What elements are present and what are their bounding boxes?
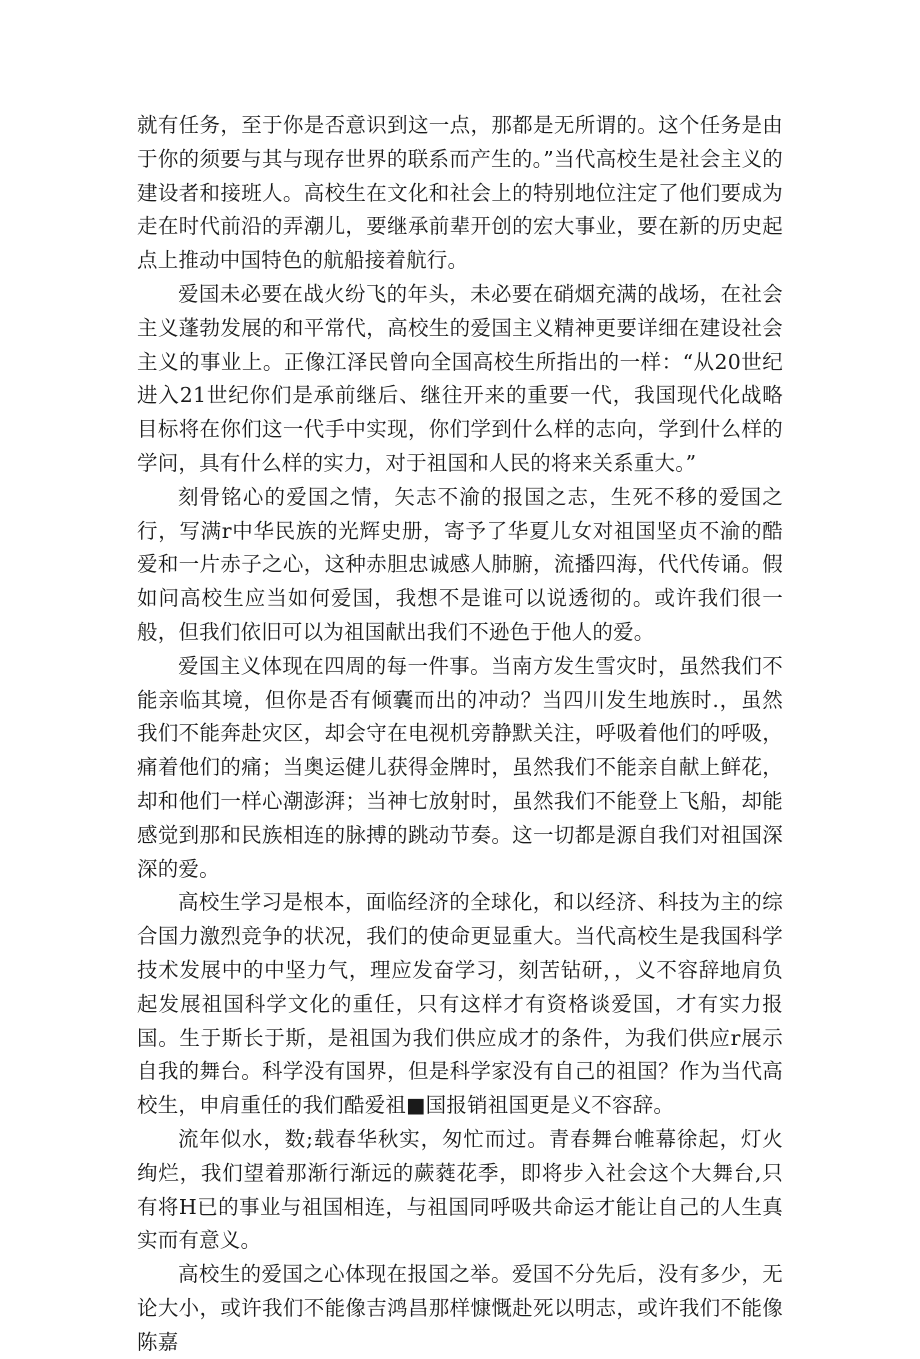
document-body: [137, 109, 783, 1359]
paragraph-5: 高校生学习是根本，面临经济的全球化，和以经济、科技为主的综合国力激烈竞争的状况，我们的使命更显重大。当代高校生是我国科学技术发展中的中坚力气，理应发奋学习，刻苦钻研，，义不容辞地肩负起发展祖国科学文化的重任，只有这样才有资格谈爱国，才有实力报国。生于斯长于斯，是祖国为我们供应成才的条件，为我们供应r展示自我的舞台。科学没有国界，但是科学家没有自己的祖国？作为当代高校生，申肩重任的我们酷爱祖■国报销祖国更是义不容辞。: [137, 890, 783, 1118]
paragraph-1: 就有任务，至于你是否意识到这一点，那都是无所谓的。这个任务是由于你的须要与其与现存世界的联系而产生的。”当代高校生是社会主义的建设者和接班人。高校生在文化和社会上的特别地位注定了他们要成为走在时代前沿的弄潮儿，要继承前辈开创的宏大事业，要在新的历史起点上推动中国特色的航船接着航行。: [137, 113, 783, 273]
paragraph-3: 刻骨铭心的爱国之情，矢志不渝的报国之志，生死不移的爱国之行，写满r中华民族的光辉史册，寄予了华夏儿女对祖国坚贞不渝的酷爱和一片赤子之心，这种赤胆忠诚感人肺腑，流播四海，代代传诵。假如问高校生应当如何爱国，我想不是谁可以说透彻的。或许我们很一般，但我们依旧可以为祖国献出我们不逊色于他人的爱。: [137, 484, 783, 644]
paragraph-6: 流年似水，数;载春华秋实，匆忙而过。青春舞台帷幕徐起，灯火绚烂，我们望着那渐行渐远的蕨蕤花季，即将步入社会这个大舞台,只有将H已的事业与祖国相连，与祖国同呼吸共命运才能让自己的人生真实而有意义。: [137, 1126, 783, 1253]
paragraph-7: 高校生的爱国之心体现在报国之举。爱国不分先后，没有多少，无论大小，或许我们不能像吉鸿昌那样慷慨赴死以明志，或许我们不能像陈嘉: [137, 1262, 783, 1354]
paragraph-2: 爱国未必要在战火纷飞的年头，未必要在硝烟充满的战场，在社会主义蓬勃发展的和平常代，高校生的爱国主义精神更要详细在建设社会主义的事业上。正像江泽民曾向全国高校生所指出的一样：“从20世纪进入21世纪你们是承前继后、继往开来的重要一代，我国现代化战略目标将在你们这一代手中实现，你们学到什么样的志向，学到什么样的学问，具有什么样的实力，对于祖国和人民的将来关系重大。”: [137, 281, 783, 475]
paragraph-4: 爱国主义体现在四周的每一件事。当南方发生雪灾时，虽然我们不能亲临其境，但你是否有倾囊而出的冲动？当四川发生地族时.，虽然我们不能奔赴灾区，却会守在电视机旁静默关注，呼吸着他们的呼吸，痛着他们的痛；当奥运健儿获得金牌时，虽然我们不能亲自献上鲜花，却和他们一样心潮澎湃；当神七放射时，虽然我们不能登上飞船，却能感觉到那和民族相连的脉搏的跳动节奏。这一切都是源自我们对祖国深深的爱。: [137, 653, 783, 881]
